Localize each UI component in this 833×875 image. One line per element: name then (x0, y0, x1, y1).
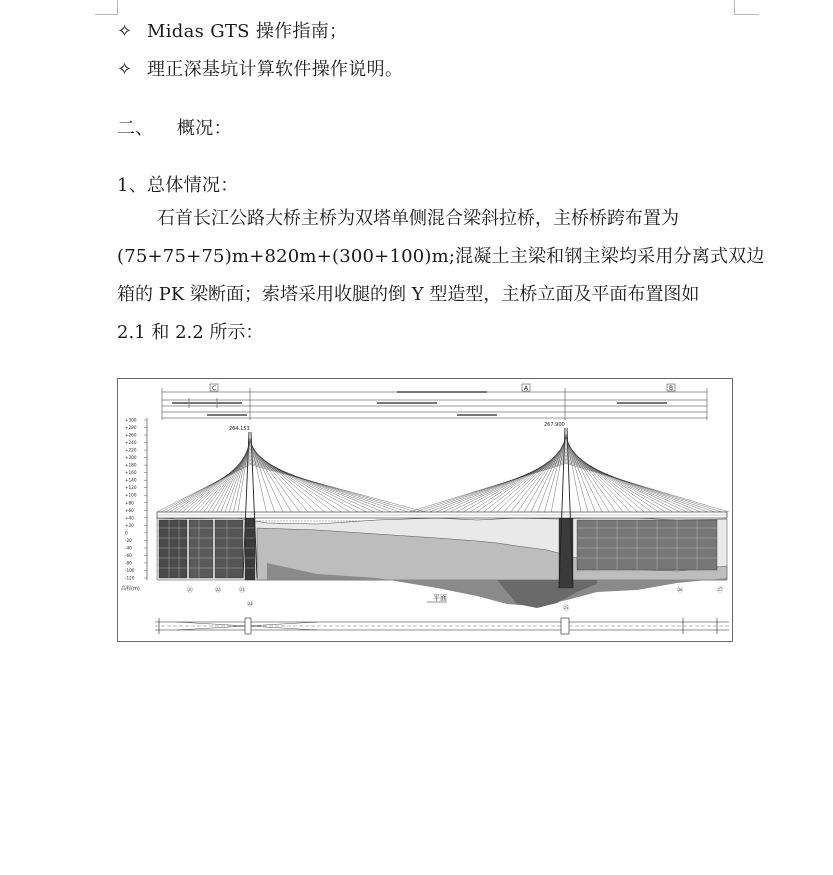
bullet-item (117, 17, 347, 43)
elevation-tick-label: -120 (125, 575, 135, 581)
elevation-tick-label: +80 (125, 500, 134, 506)
elevation-tick-label: +180 (125, 462, 137, 468)
section-mark-c: C (212, 385, 217, 392)
right-tower-elevation: 267.900 (544, 422, 565, 428)
bullet-text: 理正深基坑计算软件操作说明。 (147, 59, 404, 80)
elevation-tick-label: +20 (125, 522, 134, 528)
elevation-tick-label: -40 (125, 545, 132, 551)
overview-paragraph (117, 200, 765, 352)
page-crop-mark-left (95, 0, 118, 15)
pier-mark: ㉖ (677, 587, 684, 594)
pier-mark: ㉒ (215, 587, 222, 594)
section-mark-a: A (524, 385, 529, 392)
page-crop-mark-right (734, 0, 759, 15)
elevation-tick-label: +60 (125, 507, 134, 513)
elevation-tick-label: +100 (125, 492, 137, 498)
elevation-tick-label: +140 (125, 477, 137, 483)
elevation-tick-label: -100 (125, 567, 135, 573)
section-heading (117, 114, 232, 140)
elevation-tick-label: +240 (125, 440, 137, 446)
pier-mark: ㉕ (563, 605, 570, 612)
elevation-tick-label: +220 (125, 447, 137, 453)
section-mark-b: B (669, 385, 674, 392)
elevation-tick-label: +260 (125, 432, 137, 438)
pier-mark: ㉔ (247, 601, 254, 608)
paragraph-line: (75+75+75)m+820m+(300+100)m;混凝土主梁和钢主梁均采用分离式双边 (117, 246, 765, 267)
section-title: 概况： (177, 118, 232, 139)
paragraph-line: 2.1 和 2.2 所示： (117, 322, 264, 343)
bridge-drawing-svg (117, 378, 733, 642)
paragraph-line: 箱的 PK 梁断面；索塔采用收腿的倒 Y 型造型，主桥立面及平面布置图如 (117, 284, 700, 305)
subsection-heading: 1、总体情况： (117, 175, 239, 196)
elevation-tick-label: +160 (125, 470, 137, 476)
pier-mark: ㉑ (187, 587, 194, 594)
elevation-tick-label: +280 (125, 425, 137, 431)
section-number: 二、 (117, 118, 154, 139)
paragraph-line: 石首长江公路大桥主桥为双塔单侧混合梁斜拉桥，主桥桥跨布置为 (157, 208, 679, 229)
elevation-tick-label: -60 (125, 552, 132, 558)
bullet-item (117, 55, 403, 81)
diamond-bullet-icon: ✧ (117, 21, 133, 42)
elevation-tick-label: +300 (125, 417, 137, 423)
elevation-tick-label: 0 (125, 530, 128, 536)
plan-label: 平面 (433, 594, 447, 602)
pier-mark: ㉓ (239, 587, 246, 594)
elevation-tick-label: -80 (125, 560, 132, 566)
left-tower-elevation: 264.153 (229, 426, 250, 432)
elevation-tick-label: -20 (125, 537, 132, 543)
elevation-tick-label: +200 (125, 455, 137, 461)
bullet-text: Midas GTS 操作指南； (147, 21, 348, 42)
diamond-bullet-icon: ✧ (117, 59, 133, 80)
pier-mark: ㉗ (717, 587, 724, 594)
elevation-tick-label: +40 (125, 515, 134, 521)
bridge-elevation-drawing (117, 378, 733, 642)
elevation-axis-label: 高程(m) (121, 586, 140, 592)
elevation-tick-label: +120 (125, 485, 137, 491)
